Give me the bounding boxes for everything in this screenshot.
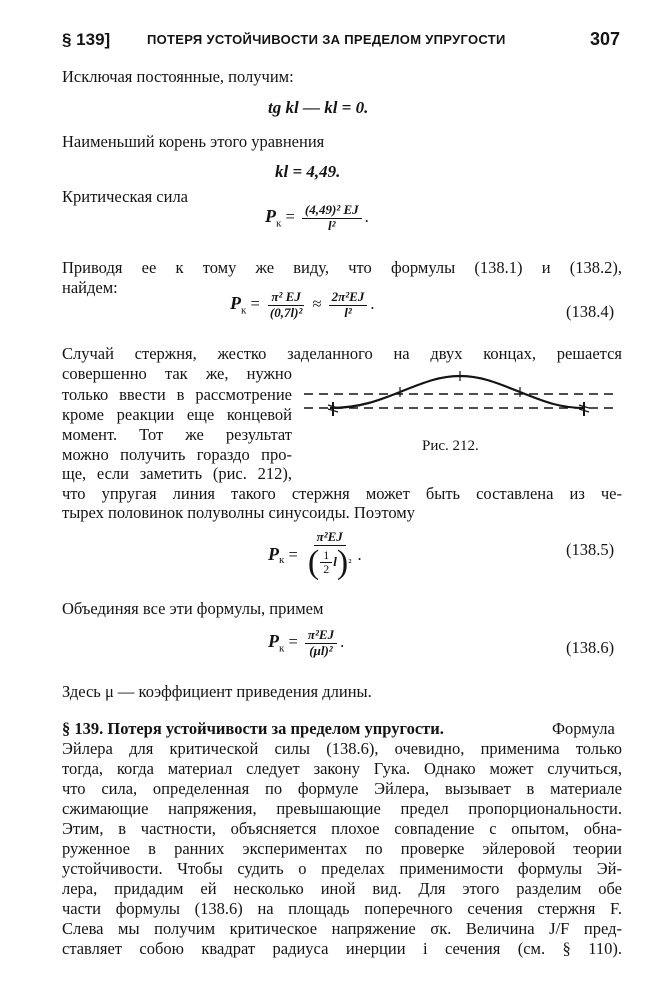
text-line: сжимающие напряжения, превышающие предел пропорциональности. <box>62 799 622 818</box>
running-title: ПОТЕРЯ УСТОЙЧИВОСТИ ЗА ПРЕДЕЛОМ УПРУГОСТИ <box>147 32 506 47</box>
equation-number: (138.6) <box>566 638 615 657</box>
text-line: ставляет собою квадрат радиуса инерции i сечения (см. § 110). <box>62 939 622 958</box>
text-line: части формулы (138.6) на площадь поперечного сечения стержня F. <box>62 899 622 918</box>
text-line: ще, если заметить (рис. 212), <box>62 464 292 483</box>
text-line: тогда, когда материал следует закону Гука. Однако может случиться, <box>62 759 622 778</box>
text-line: можно получить гораздо про- <box>62 445 292 464</box>
text-line: Случай стержня, жестко заделанного на двух концах, решается <box>62 344 622 363</box>
text-line: что упругая линия такого стержня может быть составлена из че- <box>62 484 622 503</box>
text-line: устойчивости. Чтобы судить о пределах применимости формулы Эй- <box>62 859 622 878</box>
paragraph: Наименьший корень этого уравнения <box>62 132 325 151</box>
text-line: Этим, в частности, объясняется плохое совпадение с опытом, обна- <box>62 819 622 838</box>
text-line: руженное в ранних экспериментах по проверке эйлеровой теории <box>62 839 622 858</box>
paragraph: Здесь μ — коэффициент приведения длины. <box>62 682 372 701</box>
equation-6: $P_к$ = $\frac{\text{π²EJ}}{\text{(μl)²}}$ . <box>268 627 345 658</box>
text-line: что сила, определенная по формуле Эйлера, вызывает в материале <box>62 779 622 798</box>
text-line: Эйлера для критической силы (138.6), очевидно, применима только <box>62 739 622 758</box>
paragraph: Объединяя все эти формулы, примем <box>62 599 324 618</box>
text-line: лера, придадим ей несколько иной вид. Для этого разделим обе <box>62 879 622 898</box>
figure-caption: Рис. 212. <box>422 438 479 454</box>
equation-1: tg kl — kl = 0. <box>268 98 369 117</box>
text-line: Приводя ее к тому же виду, что формулы (138.1) и (138.2), <box>62 258 622 277</box>
section-ref: § 139] <box>62 30 111 49</box>
text-line: найдем: <box>62 278 118 297</box>
equation-number: (138.4) <box>566 302 615 321</box>
left-clamp-icon <box>328 402 338 416</box>
equation-number: (138.5) <box>566 540 615 559</box>
buckled-shape-curve <box>330 376 585 408</box>
text-line: Слева мы получим критическое напряжение σк. Величина J/F пред- <box>62 919 622 938</box>
page-number: 307 <box>590 29 621 49</box>
text-line: только ввести в рассмотрение <box>62 385 292 404</box>
section-heading: § 139. Потеря устойчивости за пределом упругости. <box>62 719 444 738</box>
text-line: Формула <box>552 719 615 738</box>
text-line: кроме реакции еще концевой <box>62 405 292 424</box>
equation-5: $P_к$ = π²EJ ( $\frac{1}{2}$ l ) ² . <box>268 529 362 581</box>
equation-2: kl = 4,49. <box>275 162 341 181</box>
text-line: момент. Тот же результат <box>62 425 292 444</box>
figure-212-fixed-column-diagram <box>300 370 620 430</box>
paragraph: Критическая сила <box>62 187 188 206</box>
text-line: тырех половинок полуволны синусоиды. Поэтому <box>62 503 415 522</box>
paragraph: Исключая постоянные, получим: <box>62 67 294 86</box>
text-line: совершенно так же, нужно <box>62 364 292 383</box>
equation-4: $P_к$ = $\frac{\text{π² EJ}}{\text{(0,7l)²}}$ ≈ $\frac{\text{2π²EJ}}{\text{l²}}$ . <box>230 289 375 320</box>
right-clamp-icon <box>579 402 589 416</box>
equation-3: $P_к$ = $\frac{\text{(4,49)² EJ}}{\text{l²}}$ . <box>265 202 369 233</box>
